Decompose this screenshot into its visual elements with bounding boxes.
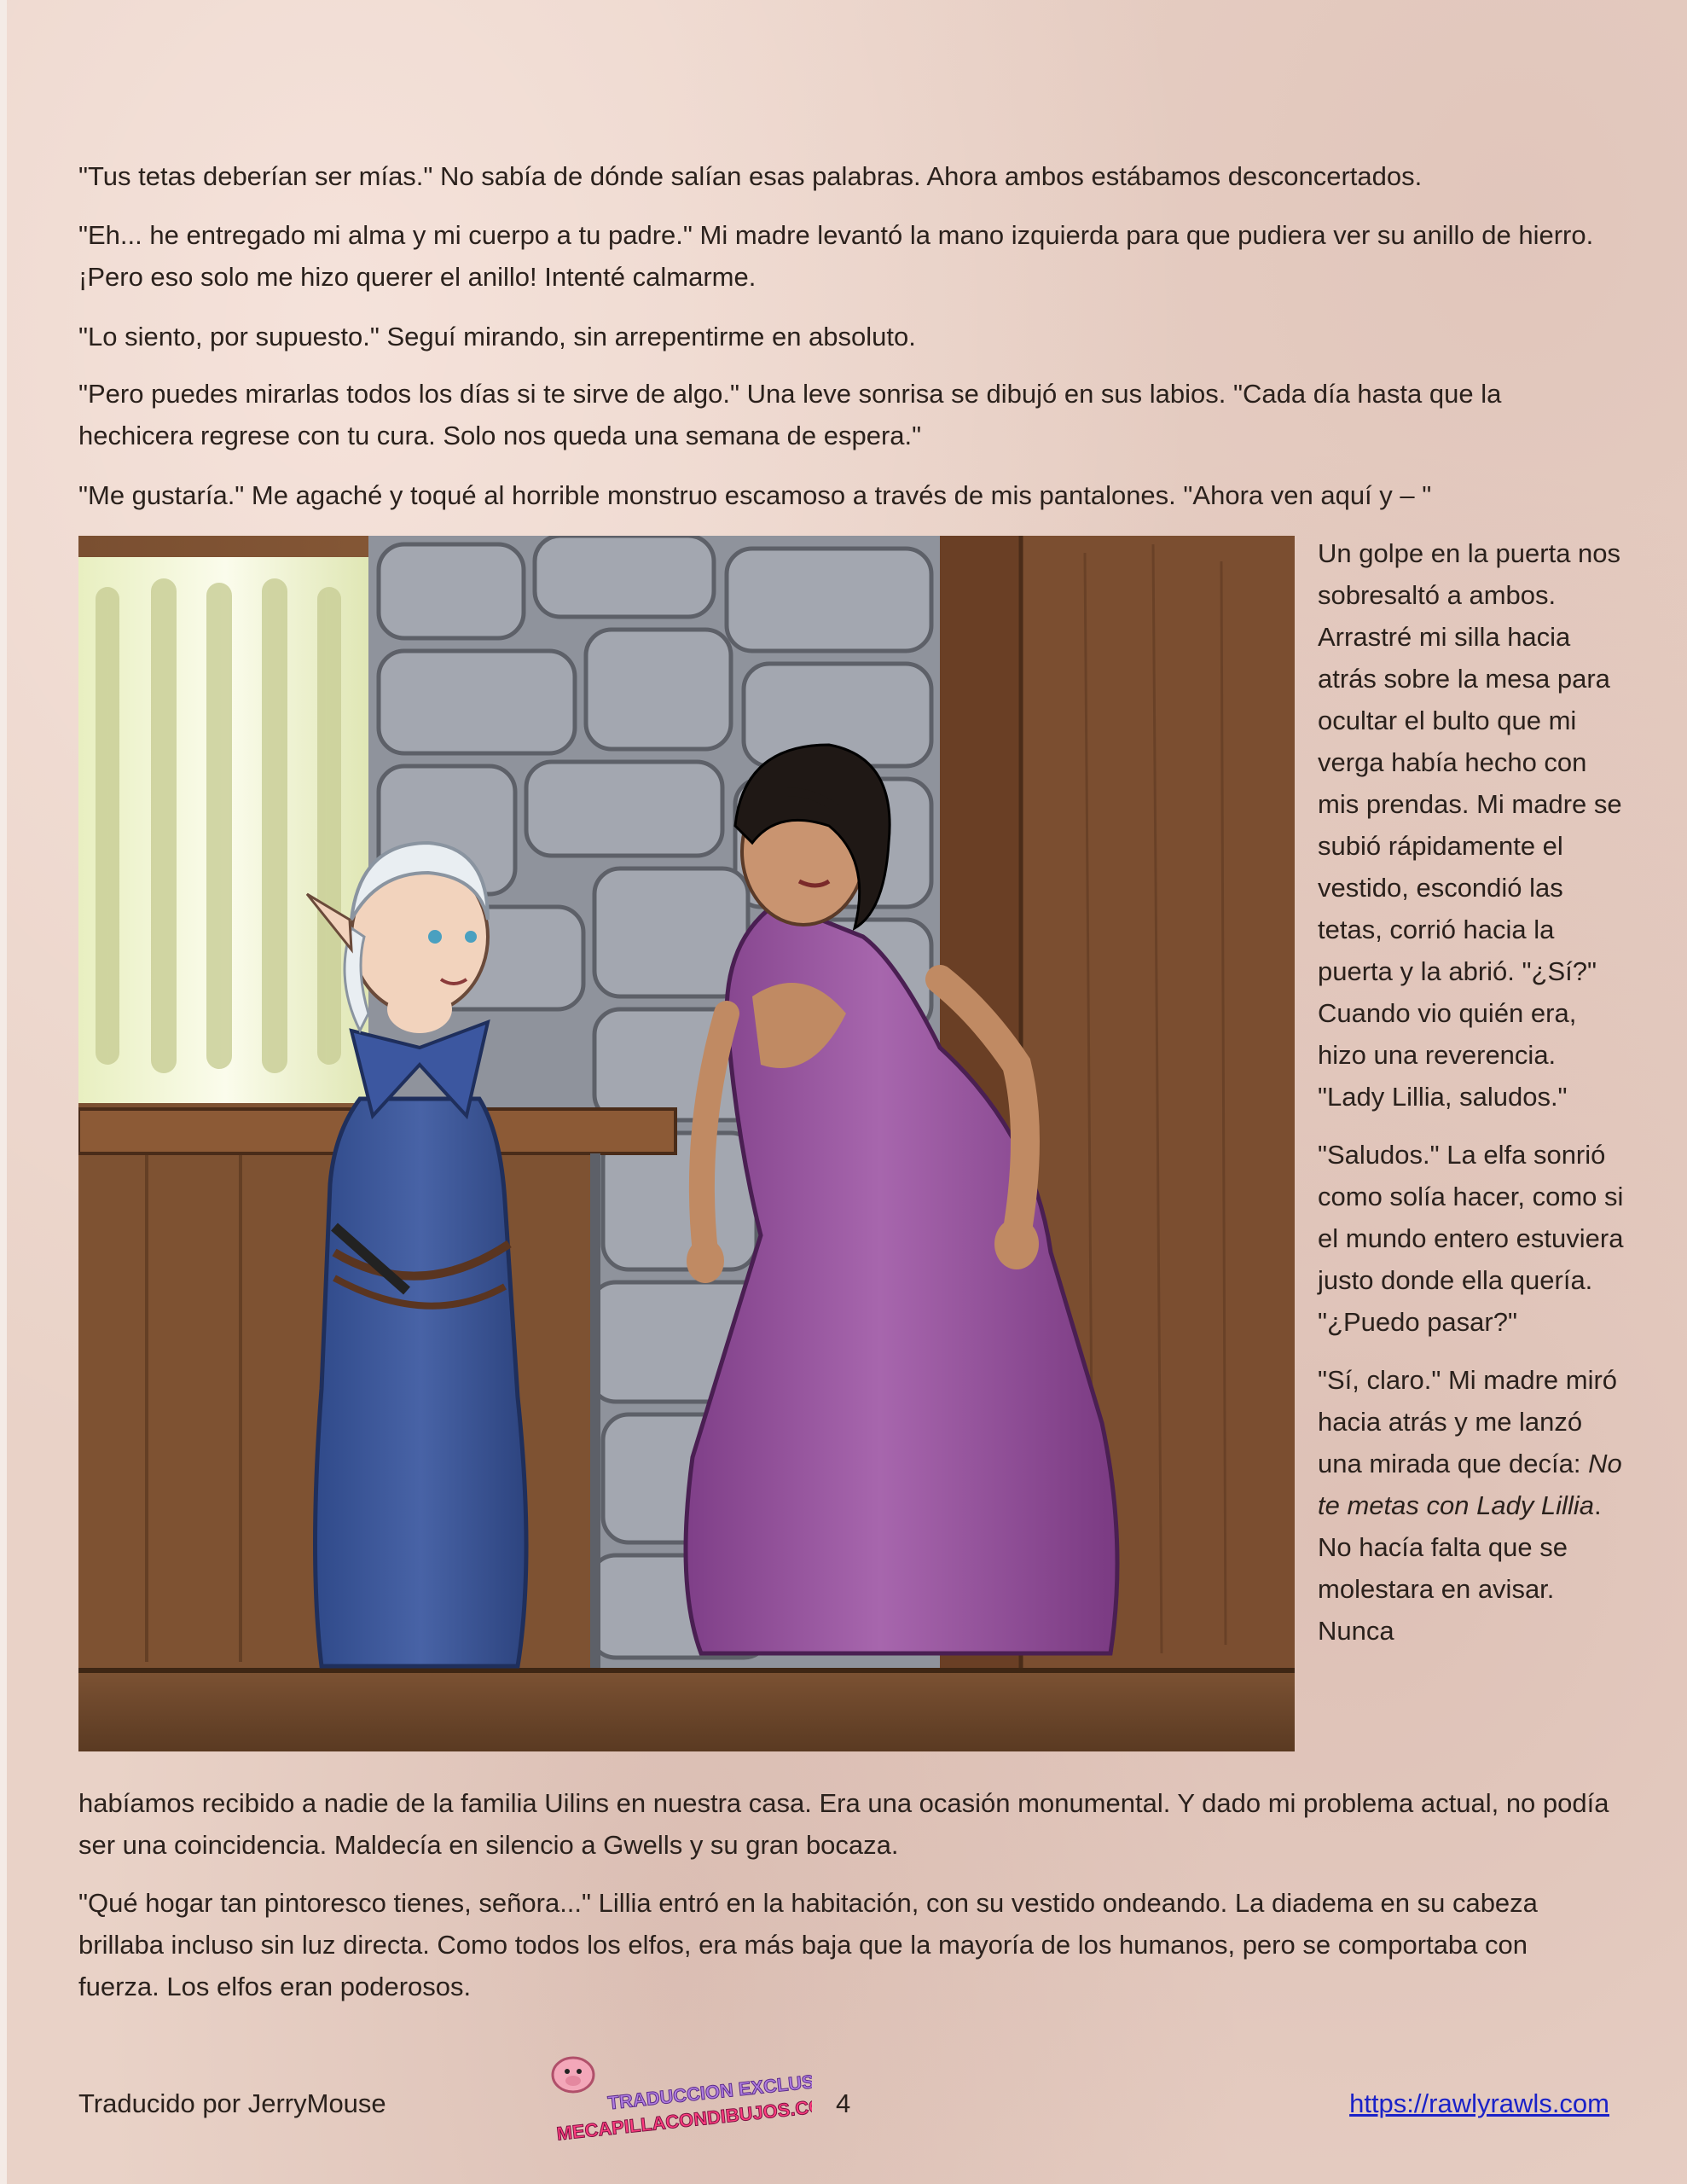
page-edge (0, 0, 7, 2184)
paragraph-5: "Me gustaría." Me agaché y toqué al horrible monstruo escamoso a través de mis pantalones. "Ahora ven aquí y – " (78, 480, 1432, 510)
illustration-art (78, 536, 1295, 1751)
translation-logo (539, 2049, 812, 2143)
paragraph-1: "Tus tetas deberían ser mías." No sabía de dónde salían esas palabras. Ahora ambos estábamos desconcertados. (78, 161, 1423, 191)
logo-line-1: TRADUCCION EXCLUSIVA (606, 2067, 812, 2114)
side-paragraph-2: "Saludos." La elfa sonrió como solía hacer, como si el mundo entero estuviera justo donde ella quería. "¿Puedo pasar?" (1318, 1140, 1624, 1337)
logo-art (539, 2049, 812, 2143)
side-paragraph-3-end: . No hacía falta que se molestara en avisar. Nunca (1318, 1490, 1602, 1646)
side-paragraph-3-italic: No te metas con Lady Lillia (1318, 1449, 1622, 1520)
paragraph-2: "Eh... he entregado mi alma y mi cuerpo a tu padre." Mi madre levantó la mano izquierda para que pudiera ver su anillo de hierro. ¡Pero eso solo me hizo querer el anillo! Intenté calmarme. (78, 220, 1594, 292)
translator-credit: Traducido por JerryMouse (78, 2088, 386, 2118)
side-paragraph-3 (1318, 1359, 1625, 1652)
paragraph-continuation: habíamos recibido a nadie de la familia Uilins en nuestra casa. Era una ocasión monumental. Y dado mi problema actual, no podía ser una coincidencia. Maldecía en silencio a Gwells y su gran bocaza. (78, 1788, 1609, 1860)
paragraph-4: "Pero puedes mirarlas todos los días si te sirve de algo." Una leve sonrisa se dibujó en sus labios. "Cada día hasta que la hechicera regrese con tu cura. Solo nos queda una semana de espera." (78, 379, 1502, 450)
logo-line-2: MECAPILLACONDIBUJOS.COM (555, 2093, 812, 2143)
side-paragraph-3-start: "Sí, claro." Mi madre miró hacia atrás y me lanzó una mirada que decía: (1318, 1365, 1618, 1478)
page-footer (78, 2067, 1609, 2143)
page-number: 4 (836, 2088, 851, 2118)
author-website-link[interactable]: https://rawlyrawls.com (1349, 2088, 1609, 2118)
paragraph-3: "Lo siento, por supuesto." Seguí mirando, sin arrepentirme en absoluto. (78, 322, 916, 351)
side-column (1318, 532, 1625, 1668)
side-paragraph-1: Un golpe en la puerta nos sobresaltó a ambos. Arrastré mi silla hacia atrás sobre la mesa para ocultar el bulto que mi verga había hecho con mis prendas. Mi madre se subió rápidamente el vestido, escondió las tetas, corrió hacia la puerta y la abrió. "¿Sí?" Cuando vio quién era, hizo una reverencia. "Lady Lillia, saludos." (1318, 538, 1622, 1112)
story-illustration (78, 536, 1295, 1751)
paragraph-final: "Qué hogar tan pintoresco tienes, señora..." Lillia entró en la habitación, con su vestido ondeando. La diadema en su cabeza brillaba incluso sin luz directa. Como todos los elfos, era más baja que la mayoría de los humanos, pero se comportaba con fuerza. Los elfos eran poderosos. (78, 1888, 1538, 2001)
